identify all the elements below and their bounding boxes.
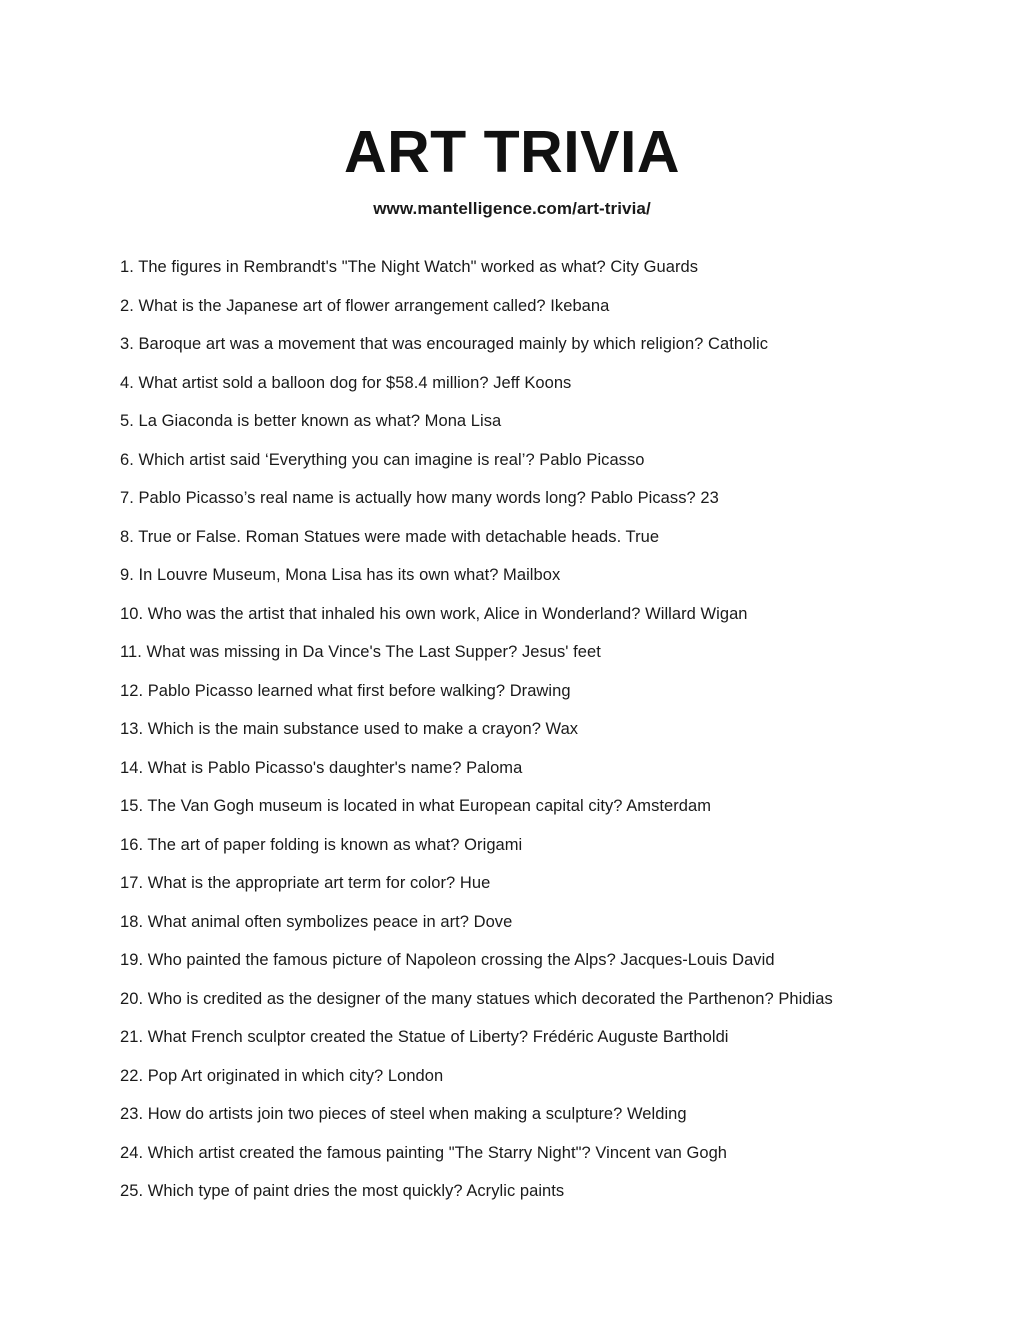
trivia-item: 5. La Giaconda is better known as what? Mona Lisa <box>120 412 502 430</box>
trivia-item: 3. Baroque art was a movement that was encouraged mainly by which religion? Catholic <box>120 335 769 353</box>
trivia-item: 24. Which artist created the famous painting "The Starry Night"? Vincent van Gogh <box>120 1143 728 1162</box>
trivia-item: 2. What is the Japanese art of flower arrangement called? Ikebana <box>120 296 610 315</box>
trivia-item: 16. The art of paper folding is known as what? Origami <box>120 835 523 854</box>
document-header <box>0 120 1024 220</box>
trivia-item: 17. What is the appropriate art term for color? Hue <box>120 874 491 892</box>
trivia-item: 20. Who is credited as the designer of the many statues which decorated the Parthenon? Phidias <box>120 989 833 1008</box>
trivia-item: 6. Which artist said ‘Everything you can imagine is real’? Pablo Picasso <box>120 450 645 469</box>
trivia-item: 23. How do artists join two pieces of steel when making a sculpture? Welding <box>120 1105 687 1123</box>
trivia-item: 21. What French sculptor created the Statue of Liberty? Frédéric Auguste Bartholdi <box>120 1028 729 1046</box>
source-url: www.mantelligence.com/art-trivia/ <box>373 199 651 218</box>
trivia-item: 11. What was missing in Da Vince's The Last Supper? Jesus' feet <box>120 643 601 661</box>
trivia-item: 4. What artist sold a balloon dog for $58.4 million? Jeff Koons <box>120 373 572 392</box>
trivia-question-list <box>120 255 950 1218</box>
trivia-item: 15. The Van Gogh museum is located in what European capital city? Amsterdam <box>120 797 712 815</box>
page-title: ART TRIVIA <box>343 119 681 185</box>
trivia-item: 9. In Louvre Museum, Mona Lisa has its own what? Mailbox <box>120 566 561 584</box>
trivia-item: 7. Pablo Picasso’s real name is actually how many words long? Pablo Picass? 23 <box>120 489 719 507</box>
trivia-item: 25. Which type of paint dries the most quickly? Acrylic paints <box>120 1182 565 1200</box>
trivia-item: 8. True or False. Roman Statues were made with detachable heads. True <box>120 527 660 546</box>
trivia-item: 12. Pablo Picasso learned what first before walking? Drawing <box>120 681 571 700</box>
trivia-item: 10. Who was the artist that inhaled his own work, Alice in Wonderland? Willard Wigan <box>120 604 748 623</box>
trivia-item: 19. Who painted the famous picture of Napoleon crossing the Alps? Jacques-Louis David <box>120 951 775 969</box>
trivia-item: 1. The figures in Rembrandt's "The Night Watch" worked as what? City Guards <box>120 258 699 276</box>
trivia-item: 18. What animal often symbolizes peace in art? Dove <box>120 912 513 931</box>
trivia-item: 22. Pop Art originated in which city? London <box>120 1066 444 1085</box>
trivia-item: 14. What is Pablo Picasso's daughter's name? Paloma <box>120 758 523 777</box>
trivia-item: 13. Which is the main substance used to make a crayon? Wax <box>120 720 579 738</box>
